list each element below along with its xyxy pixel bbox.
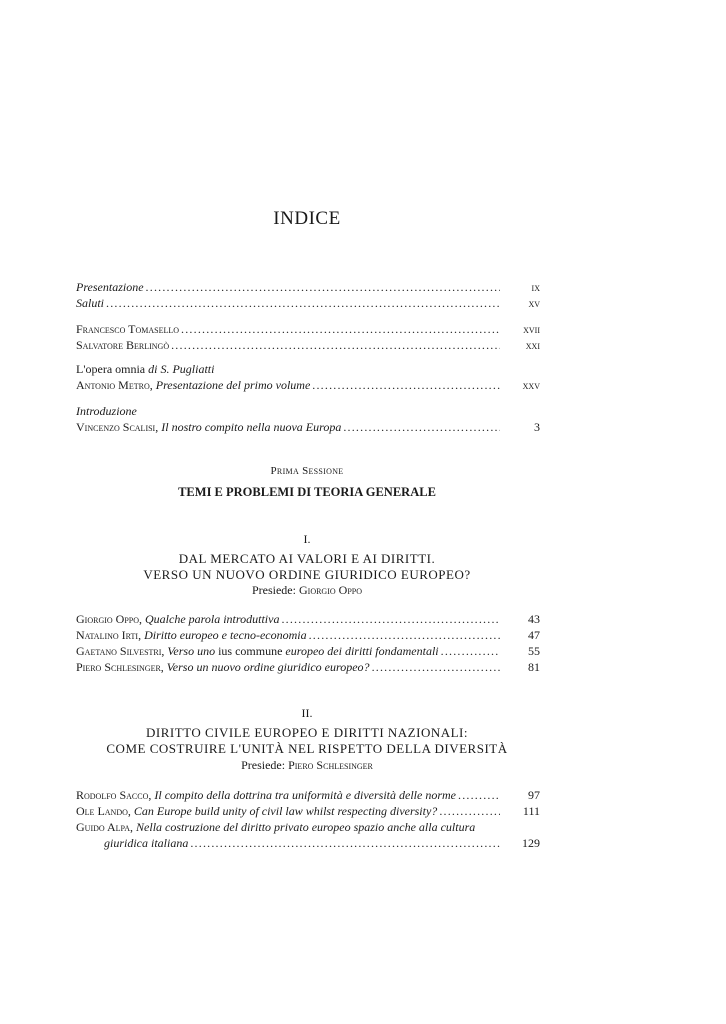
toc-entry-alpa-line2 — [104, 836, 540, 852]
entry-page: 43 — [528, 612, 540, 626]
entry-work-end: europeo dei diritti fondamentali — [285, 644, 439, 658]
leader-dots — [181, 322, 500, 337]
section-heading-opera — [76, 362, 214, 377]
toc-entry-scalisi: Vincenzo Scalisi, Il nostro compito nella nuova Europa ..... 3 — [76, 420, 540, 436]
leader-dots — [312, 378, 500, 393]
leader-dots — [106, 296, 500, 311]
entry-author: Vincenzo Scalisi — [76, 420, 156, 434]
entry-page: 129 — [522, 836, 540, 850]
entry-work: Verso un nuovo ordine giuridico europeo? — [166, 660, 370, 674]
leader-dots — [439, 804, 500, 819]
entry-page: xxv — [522, 380, 540, 392]
part-title-line2: COME COSTRUIRE L'UNITÀ NEL RISPETTO DELLA DIVERSITÀ — [106, 741, 508, 756]
entry-author: Natalino Irti — [76, 628, 139, 642]
toc-entry-silvestri: Gaetano Silvestri, Verso uno ius commune europeo dei diritti fondamentali ..... 55 — [76, 644, 540, 660]
toc-entry-oppo: Giorgio Oppo, Qualche parola introduttiva ..... 43 — [76, 612, 540, 628]
entry-page: xxi — [525, 340, 540, 352]
entry-work-plain: ius commune — [215, 644, 286, 658]
leader-dots — [171, 338, 500, 353]
chair-label: Presiede: — [251, 583, 299, 597]
entry-work: Nella costruzione del diritto privato europeo spazio anche alla cultura — [136, 820, 476, 834]
entry-page: ix — [531, 282, 540, 294]
section-heading-intro: Introduzione — [76, 404, 137, 418]
entry-work: Presentazione — [76, 280, 144, 294]
entry-work: Il nostro compito nella nuova Europa — [161, 420, 342, 434]
toc-entry-presentazione — [76, 280, 540, 296]
heading-plain: L'opera omnia — [76, 362, 146, 376]
leader-dots — [372, 660, 500, 675]
leader-dots — [441, 644, 500, 659]
entry-author: Salvatore Berlingò — [76, 338, 170, 352]
toc-entry-alpa-line1: Guido Alpa, Nella costruzione del diritto privato europeo spazio anche alla cultura — [76, 820, 476, 834]
entry-work: Can Europe build unity of civil law whilst respecting diversity? — [133, 804, 438, 818]
leader-dots — [146, 280, 500, 295]
entry-work: Verso uno — [167, 644, 216, 658]
leader-dots — [281, 612, 500, 627]
entry-work: Presentazione del primo volume — [155, 378, 311, 392]
entry-work-cont: giuridica italiana — [104, 836, 189, 850]
entry-author: Giorgio Oppo — [76, 612, 140, 626]
entry-author: Ole Lando — [76, 804, 128, 818]
part-title-line1: DAL MERCATO AI VALORI E AI DIRITTI. — [178, 551, 436, 566]
entry-author: Guido Alpa — [76, 820, 131, 834]
entry-page: 47 — [528, 628, 540, 642]
toc-entry-sacco: Rodolfo Sacco, Il compito della dottrina tra uniformità e diversità delle norme ..... 97 — [76, 788, 540, 804]
entry-author: Antonio Metro — [76, 378, 150, 392]
leader-dots — [458, 788, 500, 803]
toc-entry-lando: Ole Lando, Can Europe build unity of civil law whilst respecting diversity? ..... 111 — [76, 804, 540, 820]
toc-entry-tomasello — [76, 322, 540, 338]
session-title: TEMI E PROBLEMI DI TEORIA GENERALE — [178, 485, 436, 499]
toc-entry-berlingo — [76, 338, 540, 354]
entry-page: 97 — [528, 788, 540, 802]
toc-entry-metro: Antonio Metro, Presentazione del primo volume ..... xxv — [76, 378, 540, 394]
entry-page: 81 — [528, 660, 540, 674]
entry-author: Gaetano Silvestri — [76, 644, 162, 658]
entry-page: xvii — [523, 324, 540, 336]
leader-dots — [309, 628, 500, 643]
entry-work: Il compito della dottrina tra uniformità e diversità delle norme — [154, 788, 456, 802]
entry-author: Francesco Tomasello — [76, 322, 180, 336]
entry-work: Saluti — [76, 296, 105, 310]
page-title: INDICE — [273, 208, 341, 229]
toc-entry-saluti — [76, 296, 540, 312]
entry-author: Rodolfo Sacco — [76, 788, 149, 802]
part-number: I. — [303, 532, 311, 546]
entry-work: Diritto europeo e tecno-economia — [144, 628, 307, 642]
chair — [0, 758, 614, 773]
toc-entry-schlesinger: Piero Schlesinger, Verso un nuovo ordine giuridico europeo? ..... 81 — [76, 660, 540, 676]
part-number: II. — [301, 706, 313, 720]
entry-author: Piero Schlesinger — [76, 660, 161, 674]
toc-entry-irti: Natalino Irti, Diritto europeo e tecno-economia ..... 47 — [76, 628, 540, 644]
chair-label: Presiede: — [241, 758, 289, 772]
entry-page: 55 — [528, 644, 540, 658]
chair — [0, 583, 614, 598]
entry-page: 3 — [534, 420, 540, 434]
entry-page: xv — [528, 298, 540, 310]
entry-work: Qualche parola introduttiva — [145, 612, 280, 626]
chair-name: Giorgio Oppo — [298, 583, 362, 597]
session-label: Prima Sessione — [270, 465, 344, 477]
part-title-line1: DIRITTO CIVILE EUROPEO E DIRITTI NAZIONALI: — [145, 725, 468, 740]
leader-dots — [343, 420, 500, 435]
leader-dots — [190, 836, 500, 851]
entry-page: 111 — [522, 804, 540, 818]
part-title-line2: VERSO UN NUOVO ORDINE GIURIDICO EUROPEO? — [143, 567, 471, 582]
chair-name: Piero Schlesinger — [288, 758, 373, 772]
heading-italic: di S. Pugliatti — [145, 362, 215, 376]
